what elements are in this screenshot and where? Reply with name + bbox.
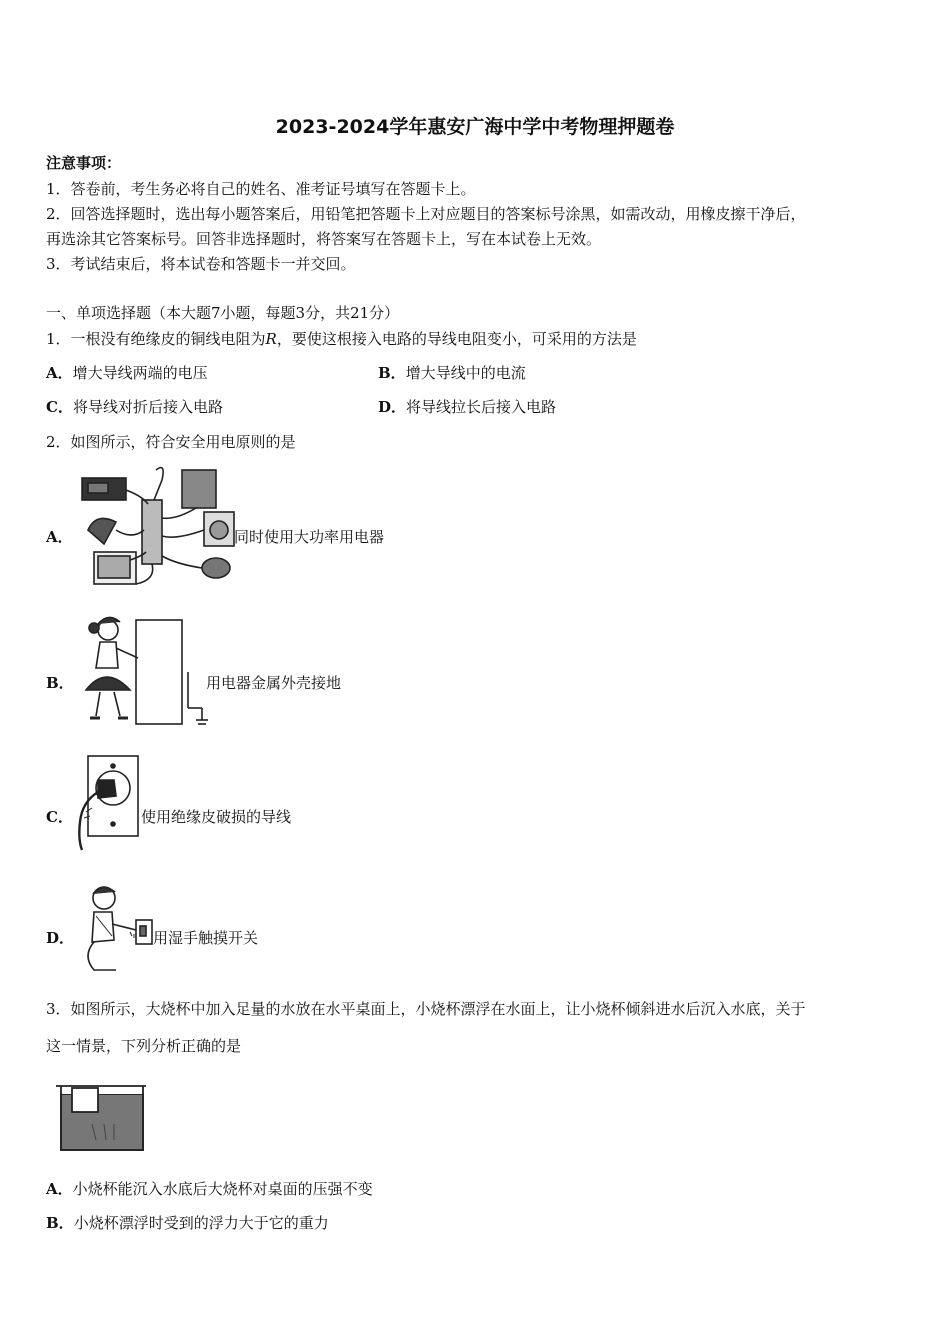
q1-option-b[interactable] (378, 362, 526, 383)
q1-option-a-letter: A． (46, 364, 73, 382)
notice-heading: 注意事项： (46, 154, 122, 172)
notice-item-3: 3．考试结束后，将本试卷和答题卡一并交回。 (46, 255, 356, 273)
section-heading: 一、单项选择题（本大题7小题，每题3分，共21分） (46, 304, 400, 322)
q3-stem-line2: 这一情景，下列分析正确的是 (46, 1037, 242, 1055)
wet-hand-switch-figure (72, 880, 156, 978)
q3-stem-line1: 3．如图所示，大烧杯中加入足量的水放在水平桌面上，小烧杯漂浮在水面上，让小烧杯倾斜进水后沉入水底，关于 (46, 1000, 806, 1018)
q1-stem-b: ，要使这根接入电路的导线电阻变小，可采用的方法是 (276, 330, 637, 348)
q2-option-a-text: 同时使用大功率用电器 (234, 528, 385, 546)
q1-stem-a: 1．一根没有绝缘皮的铜线电阻为 (46, 330, 266, 348)
q3-option-a-text: 小烧杯能沉入水底后大烧杯对桌面的压强不变 (72, 1180, 373, 1198)
q1-option-c-letter: C． (46, 398, 73, 416)
q1-option-d-letter: D． (378, 398, 407, 416)
q1-option-d-text: 将导线拉长后接入电路 (406, 398, 557, 416)
page-title: 2023-2024学年惠安广海中学中考物理押题卷 (275, 116, 675, 138)
notice-item-2: 2．回答选择题时，选出每小题答案后，用铅笔把答题卡上对应题目的答案标号涂黑，如需改动，用橡皮擦干净后， (46, 205, 806, 223)
q1-option-a[interactable] (46, 362, 208, 383)
q1-option-d[interactable] (378, 396, 556, 417)
damaged-plug-figure (72, 752, 142, 852)
beaker-figure (52, 1080, 148, 1154)
q1-stem (46, 328, 637, 349)
q1-option-c[interactable] (46, 396, 223, 417)
q1-option-b-text: 增大导线中的电流 (405, 364, 526, 382)
q3-option-b-letter: B． (46, 1214, 74, 1232)
q2-option-d-letter[interactable]: D． (46, 929, 75, 947)
q2-option-c-letter[interactable]: C． (46, 808, 73, 826)
q2-stem: 2．如图所示，符合安全用电原则的是 (46, 433, 296, 451)
q2-option-b-letter[interactable]: B． (46, 674, 74, 692)
q2-option-d-text: 用湿手触摸开关 (153, 929, 259, 947)
q2-option-a-letter[interactable]: A． (46, 528, 73, 546)
q1-stem-var: R (265, 330, 277, 348)
q3-option-b[interactable] (46, 1212, 329, 1233)
q3-option-a-letter: A． (46, 1180, 73, 1198)
appliances-figure (76, 460, 236, 590)
notice-item-2-cont: 再选涂其它答案标号。回答非选择题时，将答案写在答题卡上，写在本试卷上无效。 (46, 230, 602, 248)
q1-option-b-letter: B． (378, 364, 406, 382)
q2-option-b-text: 用电器金属外壳接地 (206, 674, 342, 692)
notice-item-1: 1．答卷前，考生务必将自己的姓名、准考证号填写在答题卡上。 (46, 180, 476, 198)
q1-option-a-text: 增大导线两端的电压 (72, 364, 208, 382)
q3-option-b-text: 小烧杯漂浮时受到的浮力大于它的重力 (73, 1214, 329, 1232)
q1-option-c-text: 将导线对折后接入电路 (72, 398, 223, 416)
q2-option-c-text: 使用绝缘皮破损的导线 (141, 808, 292, 826)
girl-fridge-figure (76, 612, 208, 730)
q3-option-a[interactable] (46, 1178, 373, 1199)
